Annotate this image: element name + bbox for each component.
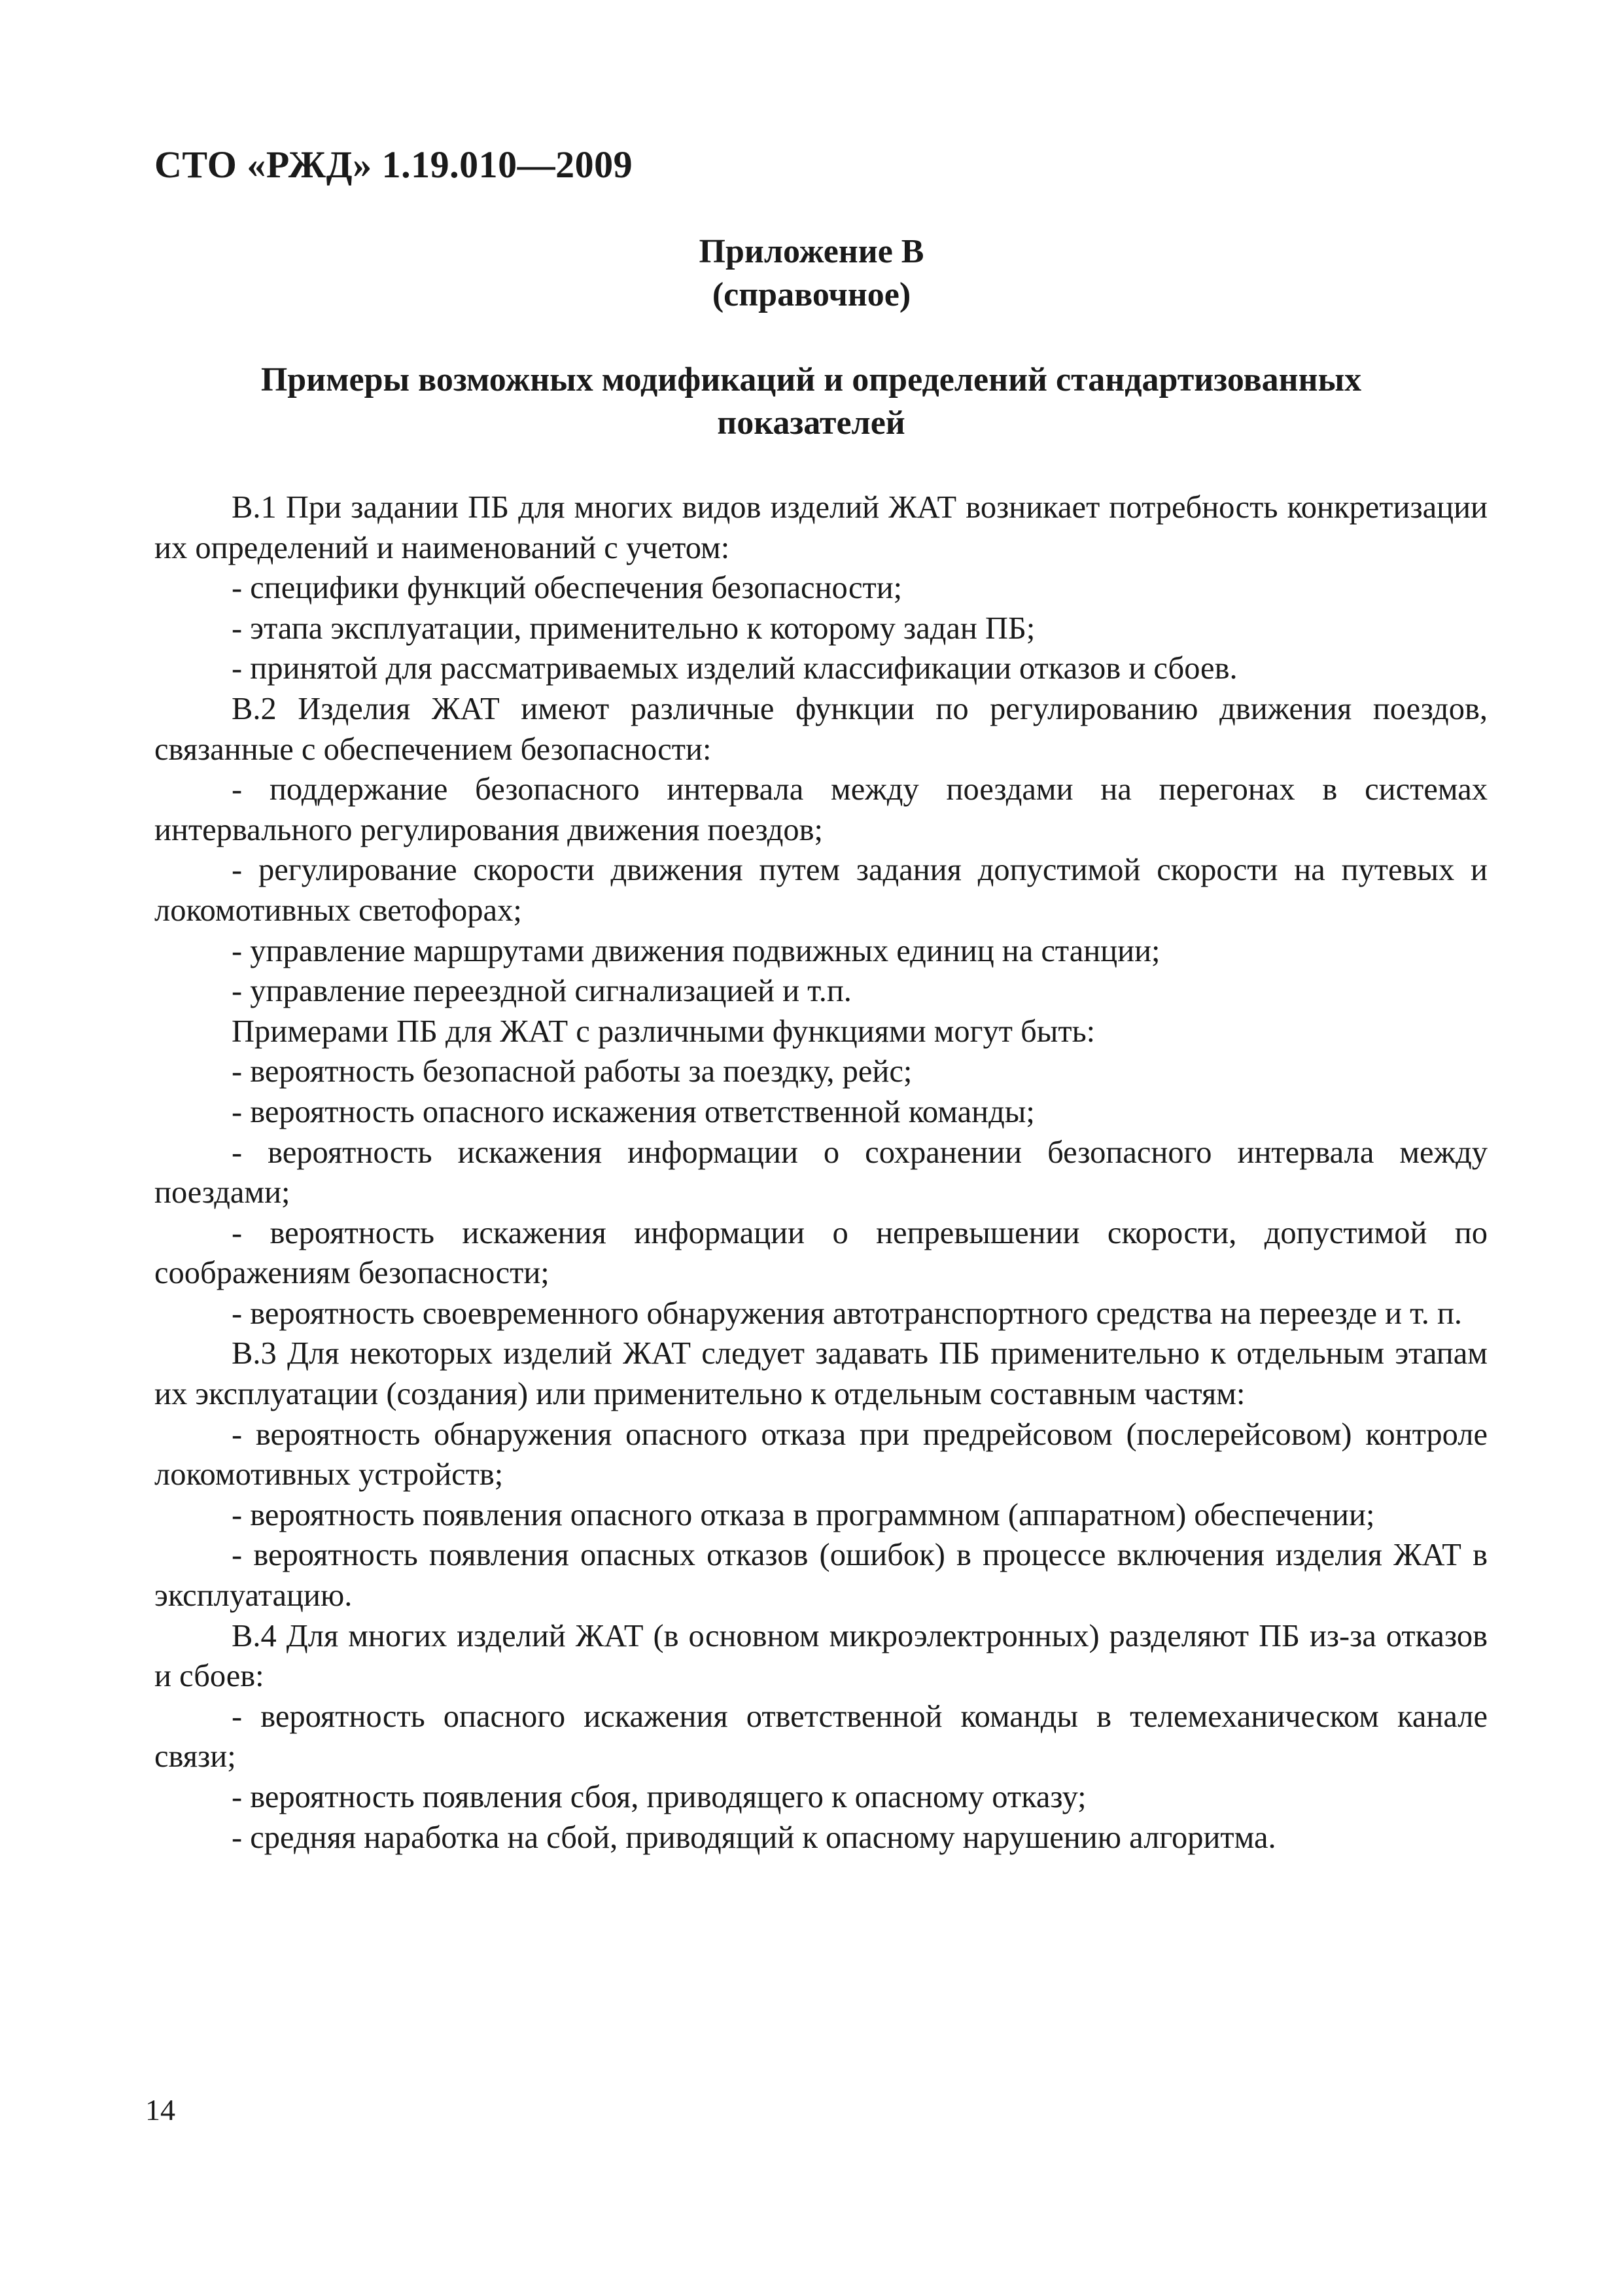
paragraph-b2: В.2 Изделия ЖАТ имеют различные функции по регулированию движения поездов, связанные с обеспечением безопасности: xyxy=(154,691,1488,767)
list-item: - управление переездной сигнализацией и т.п. xyxy=(232,974,852,1009)
list-item: - специфики функций обеспечения безопасности; xyxy=(232,571,903,606)
document-code-header: СТО «РЖД» 1.19.010—2009 xyxy=(154,143,633,186)
list-item: - вероятность появления опасного отказа в программном (аппаратном) обеспечении; xyxy=(232,1497,1375,1532)
list-item: - вероятность искажения информации о непревышении скорости, допустимой по соображениям безопасности; xyxy=(154,1215,1488,1291)
list-item: - регулирование скорости движения путем задания допустимой скорости на путевых и локомотивных светофорах; xyxy=(154,853,1488,928)
section-title-line-1: Примеры возможных модификаций и определений стандартизованных xyxy=(260,361,1362,398)
list-item: - принятой для рассматриваемых изделий классификации отказов и сбоев. xyxy=(232,651,1238,686)
list-item: - средняя наработка на сбой, приводящий к опасному нарушению алгоритма. xyxy=(232,1820,1276,1855)
list-item: - вероятность своевременного обнаружения автотранспортного средства на переезде и т. п. xyxy=(232,1296,1463,1331)
list-item: - вероятность искажения информации о сохранении безопасного интервала между поездами; xyxy=(154,1135,1488,1210)
list-item: - вероятность обнаружения опасного отказа при предрейсовом (послерейсовом) контроле локомотивных устройств; xyxy=(154,1417,1488,1492)
section-title xyxy=(196,359,1426,445)
list-item: - поддержание безопасного интервала между поездами на перегонах в системах интервального регулирования движения поездов; xyxy=(154,772,1488,847)
list-item: - этапа эксплуатации, применительно к которому задан ПБ; xyxy=(232,610,1036,646)
section-title-line-2: показателей xyxy=(717,404,905,442)
appendix-title: Приложение В xyxy=(699,233,924,270)
paragraph-examples: Примерами ПБ для ЖАТ с различными функциями могут быть: xyxy=(232,1014,1096,1049)
list-item: - вероятность опасного искажения ответственной команды в телемеханическом канале связи; xyxy=(154,1699,1488,1775)
paragraph-b3: В.3 Для некоторых изделий ЖАТ следует задавать ПБ применительно к отдельным этапам их эксплуатации (создания) или применительно к отдельным составным частям: xyxy=(154,1336,1488,1412)
appendix-type: (справочное) xyxy=(712,276,911,313)
paragraph-b4: В.4 Для многих изделий ЖАТ (в основном микроэлектронных) разделяют ПБ из-за отказов и сбоев: xyxy=(154,1618,1488,1694)
list-item: - вероятность безопасной работы за поездку, рейс; xyxy=(232,1054,913,1089)
list-item: - вероятность опасного искажения ответственной команды; xyxy=(232,1094,1035,1129)
paragraph-b1: В.1 При задании ПБ для многих видов изделий ЖАТ возникает потребность конкретизации их определений и наименований с учетом: xyxy=(154,490,1488,565)
body-text xyxy=(154,487,1488,1858)
list-item: - управление маршрутами движения подвижных единиц на станции; xyxy=(232,933,1161,968)
page-number: 14 xyxy=(145,2093,175,2127)
list-item: - вероятность появления сбоя, приводящего к опасному отказу; xyxy=(232,1780,1087,1814)
list-item: - вероятность появления опасных отказов (ошибок) в процессе включения изделия ЖАТ в эксплуатацию. xyxy=(154,1538,1488,1614)
